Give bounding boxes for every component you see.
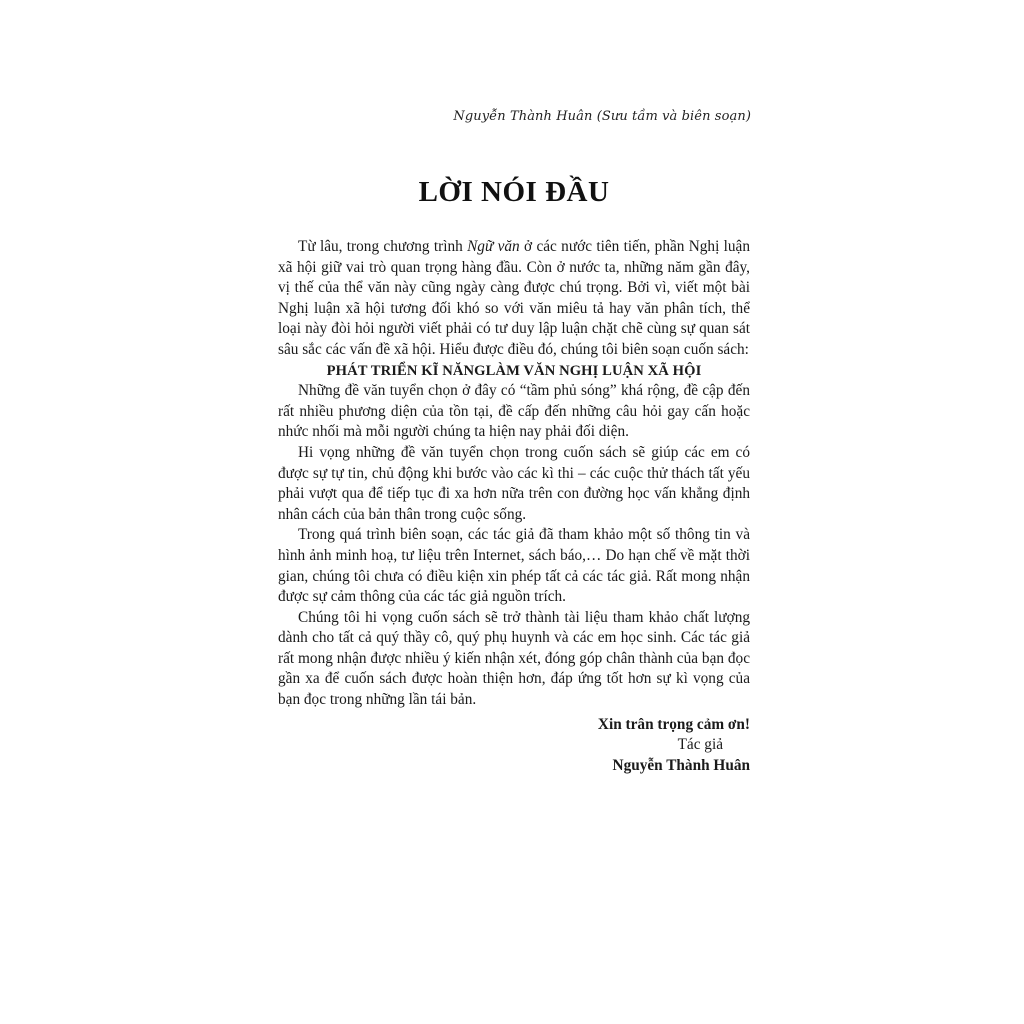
paragraph-4: Trong quá trình biên soạn, các tác giả đã tham khảo một số thông tin và hình ảnh minh hoạ, tư liệu trên Internet, sách báo,… Do hạn chế về mặt thời gian, chúng tôi chưa có điều kiện xin phép tất cả các tác giả. Rất mong nhận được sự cảm thông của các tác giả nguồn trích. (278, 526, 750, 606)
book-title: PHÁT TRIỂN KĨ NĂNGLÀM VĂN NGHỊ LUẬN XÃ HỘI (326, 362, 702, 379)
page-title: LỜI NÓI ĐẦU (418, 176, 610, 208)
paragraph-1-rest: ở các nước tiên tiến, phần Nghị luận xã hội giữ vai trò quan trọng hàng đầu. Còn ở nước ta, những năm gần đây, vị thế của thể văn này cũng ngày càng được chú trọng. Bởi vì, viết một bài Nghị luận xã hội tương đối khó so với văn miêu tả hay văn phân tích, thể loại này đòi hỏi người viết phải có tư duy lập luận chặt chẽ cùng sự quan sát sâu sắc các vấn đề xã hội. Hiểu được điều đó, chúng tôi biên soạn cuốn sách: (278, 238, 750, 358)
paragraph-5: Chúng tôi hi vọng cuốn sách sẽ trở thành tài liệu tham khảo chất lượng dành cho tất cả quý thầy cô, quý phụ huynh và các em học sinh. Các tác giả rất mong nhận được nhiều ý kiến nhận xét, đóng góp chân thành của bạn đọc gần xa để cuốn sách được hoàn thiện hơn, đáp ứng tốt hơn sự kì vọng của bạn đọc trong những lần tái bản. (278, 608, 750, 709)
paragraph-1-start: Từ lâu, trong chương trình (298, 238, 468, 255)
author-name: Nguyễn Thành Huân (612, 756, 750, 774)
running-head: Nguyễn Thành Huân (Sưu tầm và biên soạn) (453, 109, 751, 124)
paragraph-3: Hi vọng những đề văn tuyển chọn trong cuốn sách sẽ giúp các em có được sự tự tin, chủ động khi bước vào các kì thi – các cuộc thử thách tất yếu phải vượt qua để tiếp tục đi xa hơn nữa trên con đường học vấn khẳng định nhân cách của bản thân trong cuộc sống. (278, 443, 750, 523)
subject-name-italic: Ngữ văn (467, 238, 520, 255)
paragraph-2: Những đề văn tuyển chọn ở đây có “tầm phủ sóng” khá rộng, đề cập đến rất nhiều phương diện của tồn tại, đề cấp đến những câu hỏi gay cấn hoặc nhức nhối mà mỗi người chúng ta hiện nay phải đối diện. (278, 382, 750, 441)
paragraph-1 (278, 237, 750, 361)
author-role: Tác giả (677, 736, 723, 754)
preface-body (278, 237, 750, 776)
thanks-line: Xin trân trọng cảm ơn! (597, 715, 750, 733)
